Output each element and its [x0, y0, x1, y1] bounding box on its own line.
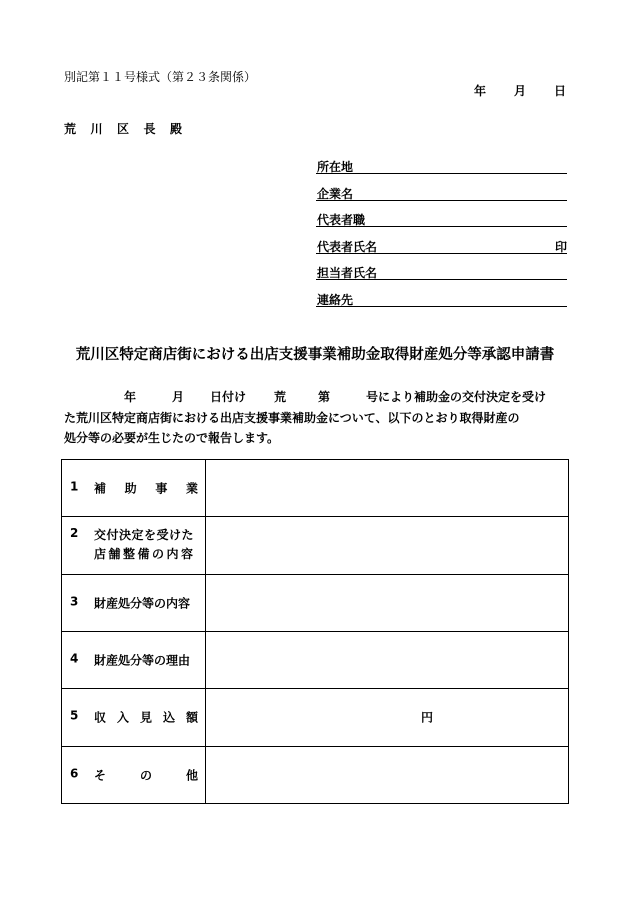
row-value-store-improvement[interactable]: [206, 517, 569, 574]
seal-mark: 印: [554, 240, 567, 254]
row-label-store-improvement: [62, 517, 206, 574]
field-address-label: 所在地: [317, 160, 354, 174]
field-contact-info-label: 連絡先: [317, 293, 354, 307]
label-char: 入: [116, 710, 129, 725]
row-number: 1: [70, 479, 79, 494]
addressee-char: 区: [116, 122, 129, 136]
row-value-expected-income[interactable]: [206, 689, 569, 746]
body-year: 年: [124, 390, 137, 404]
addressee-char: 長: [143, 122, 156, 136]
label-char: 額: [185, 710, 198, 725]
body-rest: 号により補助金の交付決定を受け: [366, 390, 547, 404]
row-number: 6: [70, 766, 79, 781]
body-line-2: た荒川区特定商店街における出店支援事業補助金について、以下のとおり取得財産の: [64, 411, 520, 425]
row-label-text: [94, 709, 198, 726]
body-month: 月: [172, 390, 185, 404]
label-char: 込: [162, 710, 175, 725]
row-value-disposal-reason[interactable]: [206, 631, 569, 688]
label-char: 他: [185, 768, 198, 783]
row-number: 3: [70, 594, 79, 609]
field-company-name-label: 企業名: [317, 187, 354, 201]
field-contact-person-label: 担当者氏名: [317, 266, 378, 280]
addressee-char: 殿: [169, 122, 182, 136]
table-row: [62, 517, 569, 574]
date-day: 日: [553, 84, 566, 98]
row-label-text: 財産処分等の理由: [94, 653, 191, 668]
label-char: 見: [139, 710, 152, 725]
row-label-text: 財産処分等の内容: [94, 596, 191, 611]
label-char: そ: [94, 768, 107, 783]
table-row: [62, 460, 569, 517]
yen-unit: 円: [421, 710, 434, 725]
application-table: [61, 459, 569, 804]
row-label-disposal-reason: [62, 631, 206, 688]
field-company-name[interactable]: [316, 185, 567, 201]
addressee-char: 川: [90, 122, 103, 136]
field-representative-name-label: 代表者氏名: [317, 240, 378, 254]
table-row: [62, 574, 569, 631]
body-dated: 日付け: [210, 390, 247, 404]
body-ara: 荒: [274, 390, 287, 404]
field-contact-person[interactable]: [316, 264, 567, 280]
label-char: 補: [94, 481, 107, 496]
label-char: 助: [124, 481, 137, 496]
field-representative-title[interactable]: [316, 211, 567, 227]
field-contact-info[interactable]: [316, 291, 567, 307]
table-row: [62, 746, 569, 803]
label-line: 店舗整備の内容: [94, 547, 196, 562]
body-dai: 第: [318, 390, 331, 404]
row-number: 4: [70, 651, 79, 666]
row-label-other: [62, 746, 206, 803]
addressee: [64, 120, 182, 137]
label-char: 事: [155, 481, 168, 496]
field-representative-title-label: 代表者職: [317, 213, 366, 227]
row-value-disposal-content[interactable]: [206, 574, 569, 631]
row-label-text: [94, 766, 198, 783]
date-line: [474, 82, 566, 99]
row-value-subsidy-project[interactable]: [206, 460, 569, 517]
label-line: 交付決定を受けた: [94, 528, 195, 543]
form-reference: 別記第１１号様式（第２３条関係）: [64, 70, 257, 84]
label-char: の: [139, 768, 152, 783]
row-label-disposal-content: [62, 574, 206, 631]
row-label-subsidy-project: [62, 460, 206, 517]
field-representative-name[interactable]: [316, 238, 567, 254]
label-char: 業: [185, 481, 198, 496]
date-year: 年: [474, 84, 487, 98]
document-title: 荒川区特定商店街における出店支援事業補助金取得財産処分等承認申請書: [75, 347, 555, 363]
row-label-expected-income: [62, 689, 206, 746]
row-number: 5: [70, 708, 79, 723]
row-value-other[interactable]: [206, 746, 569, 803]
addressee-char: 荒: [64, 122, 77, 136]
field-address[interactable]: [316, 158, 567, 174]
body-line-3: 処分等の必要が生じたので報告します。: [64, 431, 280, 445]
table-row: [62, 689, 569, 746]
row-label-text: [94, 480, 198, 497]
row-number: 2: [70, 526, 79, 541]
table-row: [62, 631, 569, 688]
label-char: 収: [94, 710, 107, 725]
row-label-text: [94, 526, 198, 564]
date-month: 月: [513, 84, 526, 98]
